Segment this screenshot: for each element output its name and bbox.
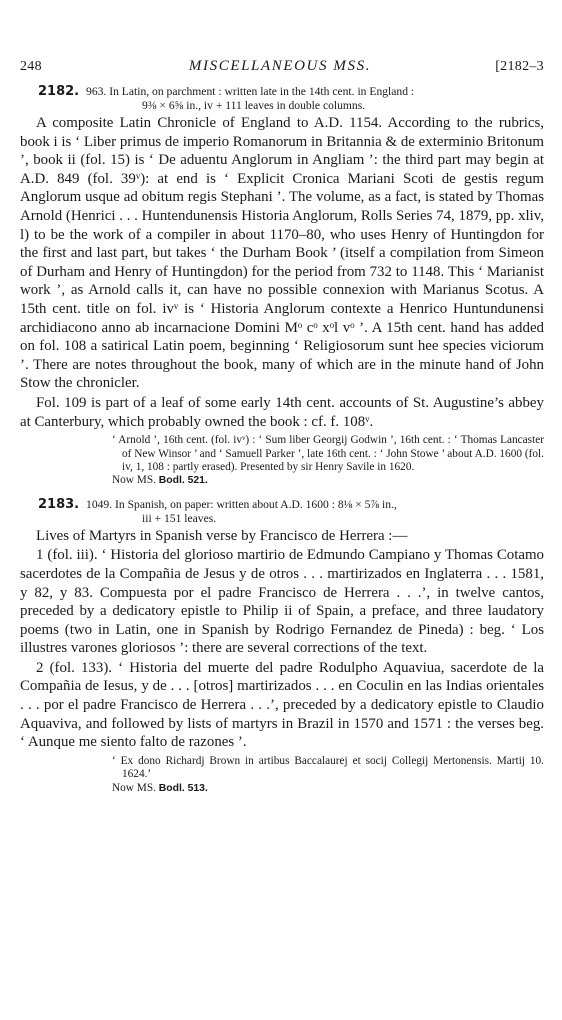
entry-paragraph: A composite Latin Chronicle of England to A.D. 1154. According to the rubrics, book i is ‘ Liber primus de imperio Romanorum in Britannia & de exterminio Britonum ’, book ii (fol. 15) is ‘ De aduentu Anglorum in Angliam ’: the third part may begin at A.D. 849 (fol. 39ᵛ): at end is ‘ Explicit Cronica Mariani Scoti de gestis regum Anglorum usque ad obitum regis Stephani ’. The volume, as a fact, is stated by Thomas Arnold (Henrici . . . Huntendunensis Historia Anglorum, Rolls Series 74, 1879, pp. xliv, l) to be the work of a compiler in about 1170–80, who uses Henry of Huntingdon for the first and last part, but takes ‘ the Durham Book ’ (itself a compilation from Simeon of Durham and Henry of Huntingdon) for the period from 732 to 1148. This ‘ Marianist work ’, as Arnold calls it, can have no possible connexion with Marianus Scotus. A 15th cent. title on fol. ivᵛ is ‘ Historia Anglorum contexte a Henrico Huntundunensi archidiacono anno ab incarnacione Domini Mᵒ cᵒ xᵒl vᵒ ’. A 15th cent. hand has added on fol. 108 a satirical Latin poem, beginning ‘ Religiosorum sunt hee species viciorum ’. There are notes throughout the book, many of which are in the minute hand of John Stow the chronicler. — [20, 115, 544, 392]
entry-dimensions: iii + 151 leaves. — [142, 511, 217, 525]
entry-range: [2182–3 — [495, 59, 544, 74]
provenance-notes — [112, 755, 544, 795]
entry-description: 1049. In Spanish, on paper: written about A.D. 1600 : 8⅛ × 5⅞ in., — [86, 497, 397, 511]
entry-heading — [20, 498, 544, 526]
entry-paragraph: Fol. 109 is part of a leaf of some early 14th cent. accounts of St. Augustine’s abbey at Canterbury, which probably owned the book : cf. f. 108ᵛ. — [20, 394, 544, 430]
provenance-note: ‘ Ex dono Richardj Brown in artibus Baccalaurej et socij Collegij Mertonensis. Martij 10. 1624.’ — [112, 754, 544, 781]
entry-description: 963. In Latin, on parchment : written late in the 14th cent. in England : — [86, 85, 415, 98]
pressmark-prefix: Now MS. — [112, 781, 159, 794]
pressmark: Bodl. 513. — [158, 782, 208, 794]
pressmark: Bodl. 521. — [158, 475, 208, 487]
pressmark-line — [112, 782, 544, 795]
page-number: 248 — [20, 59, 42, 74]
running-header — [20, 58, 544, 75]
entry-paragraph: Lives of Martyrs in Spanish verse by Francisco de Herrera :— — [36, 527, 408, 544]
entry-paragraph: 1 (fol. iii). ‘ Historia del glorioso martirio de Edmundo Campiano y Thomas Cotamo sacerdotes de la Compañia de Jesus y de otros . . . martirizados en Inglaterra . . . 1581, y 82, y 83. Compuesta por el padre Francisco de Herrera . . .’, in twelve cantos, preceded by a dedicatory epistle to Philip ii of Spain, a preface, and three laudatory poems (two in Latin, one in Spanish by Rodrigo Fernandez de Pineda) : beg. ‘ Los illustres varones gloriosos ’: there are several corrections of the text. — [20, 547, 544, 657]
running-title: MISCELLANEOUS MSS. — [188, 58, 372, 74]
pressmark-prefix: Now MS. — [112, 474, 159, 487]
entry-heading — [20, 85, 544, 113]
entry-dimensions: 9⅜ × 6⅝ in., iv + 111 leaves in double columns. — [142, 99, 366, 112]
entry-number: 2182. — [38, 84, 80, 99]
provenance-note: ‘ Arnold ’, 16th cent. (fol. ivᵛ) : ‘ Sum liber Georgij Godwin ’, 16th cent. : ‘ Thomas Lancaster of New Winsor ’ and ‘ Samuell Parker ’, late 16th cent. : ‘ John Stowe ’ about A.D. 1600 (fol. iv, 1, 108 : partly erased). Presented by sir Henry Savile in 1620. — [112, 434, 544, 473]
entry-number: 2183. — [38, 496, 80, 512]
pressmark-line — [112, 474, 544, 487]
catalogue-page — [20, 58, 544, 795]
catalogue-entry — [20, 85, 544, 488]
entry-paragraph: 2 (fol. 133). ‘ Historia del muerte del padre Rodulpho Aquaviua, sacerdote de la Compañia de Iesus, y de . . . [otros] martirizados . . . en Coculin en las Indias orientales . . . por el padre Francisco de Herrera . . .’, preceded by a dedicatory epistle to Claudio Aquaviva, and followed by lists of martyrs in Brazil in 1570 and 1571 : the verses beg. ‘ Aunque me siento falto de razones ’. — [20, 659, 544, 751]
catalogue-entry — [20, 498, 544, 795]
provenance-notes — [112, 434, 544, 488]
